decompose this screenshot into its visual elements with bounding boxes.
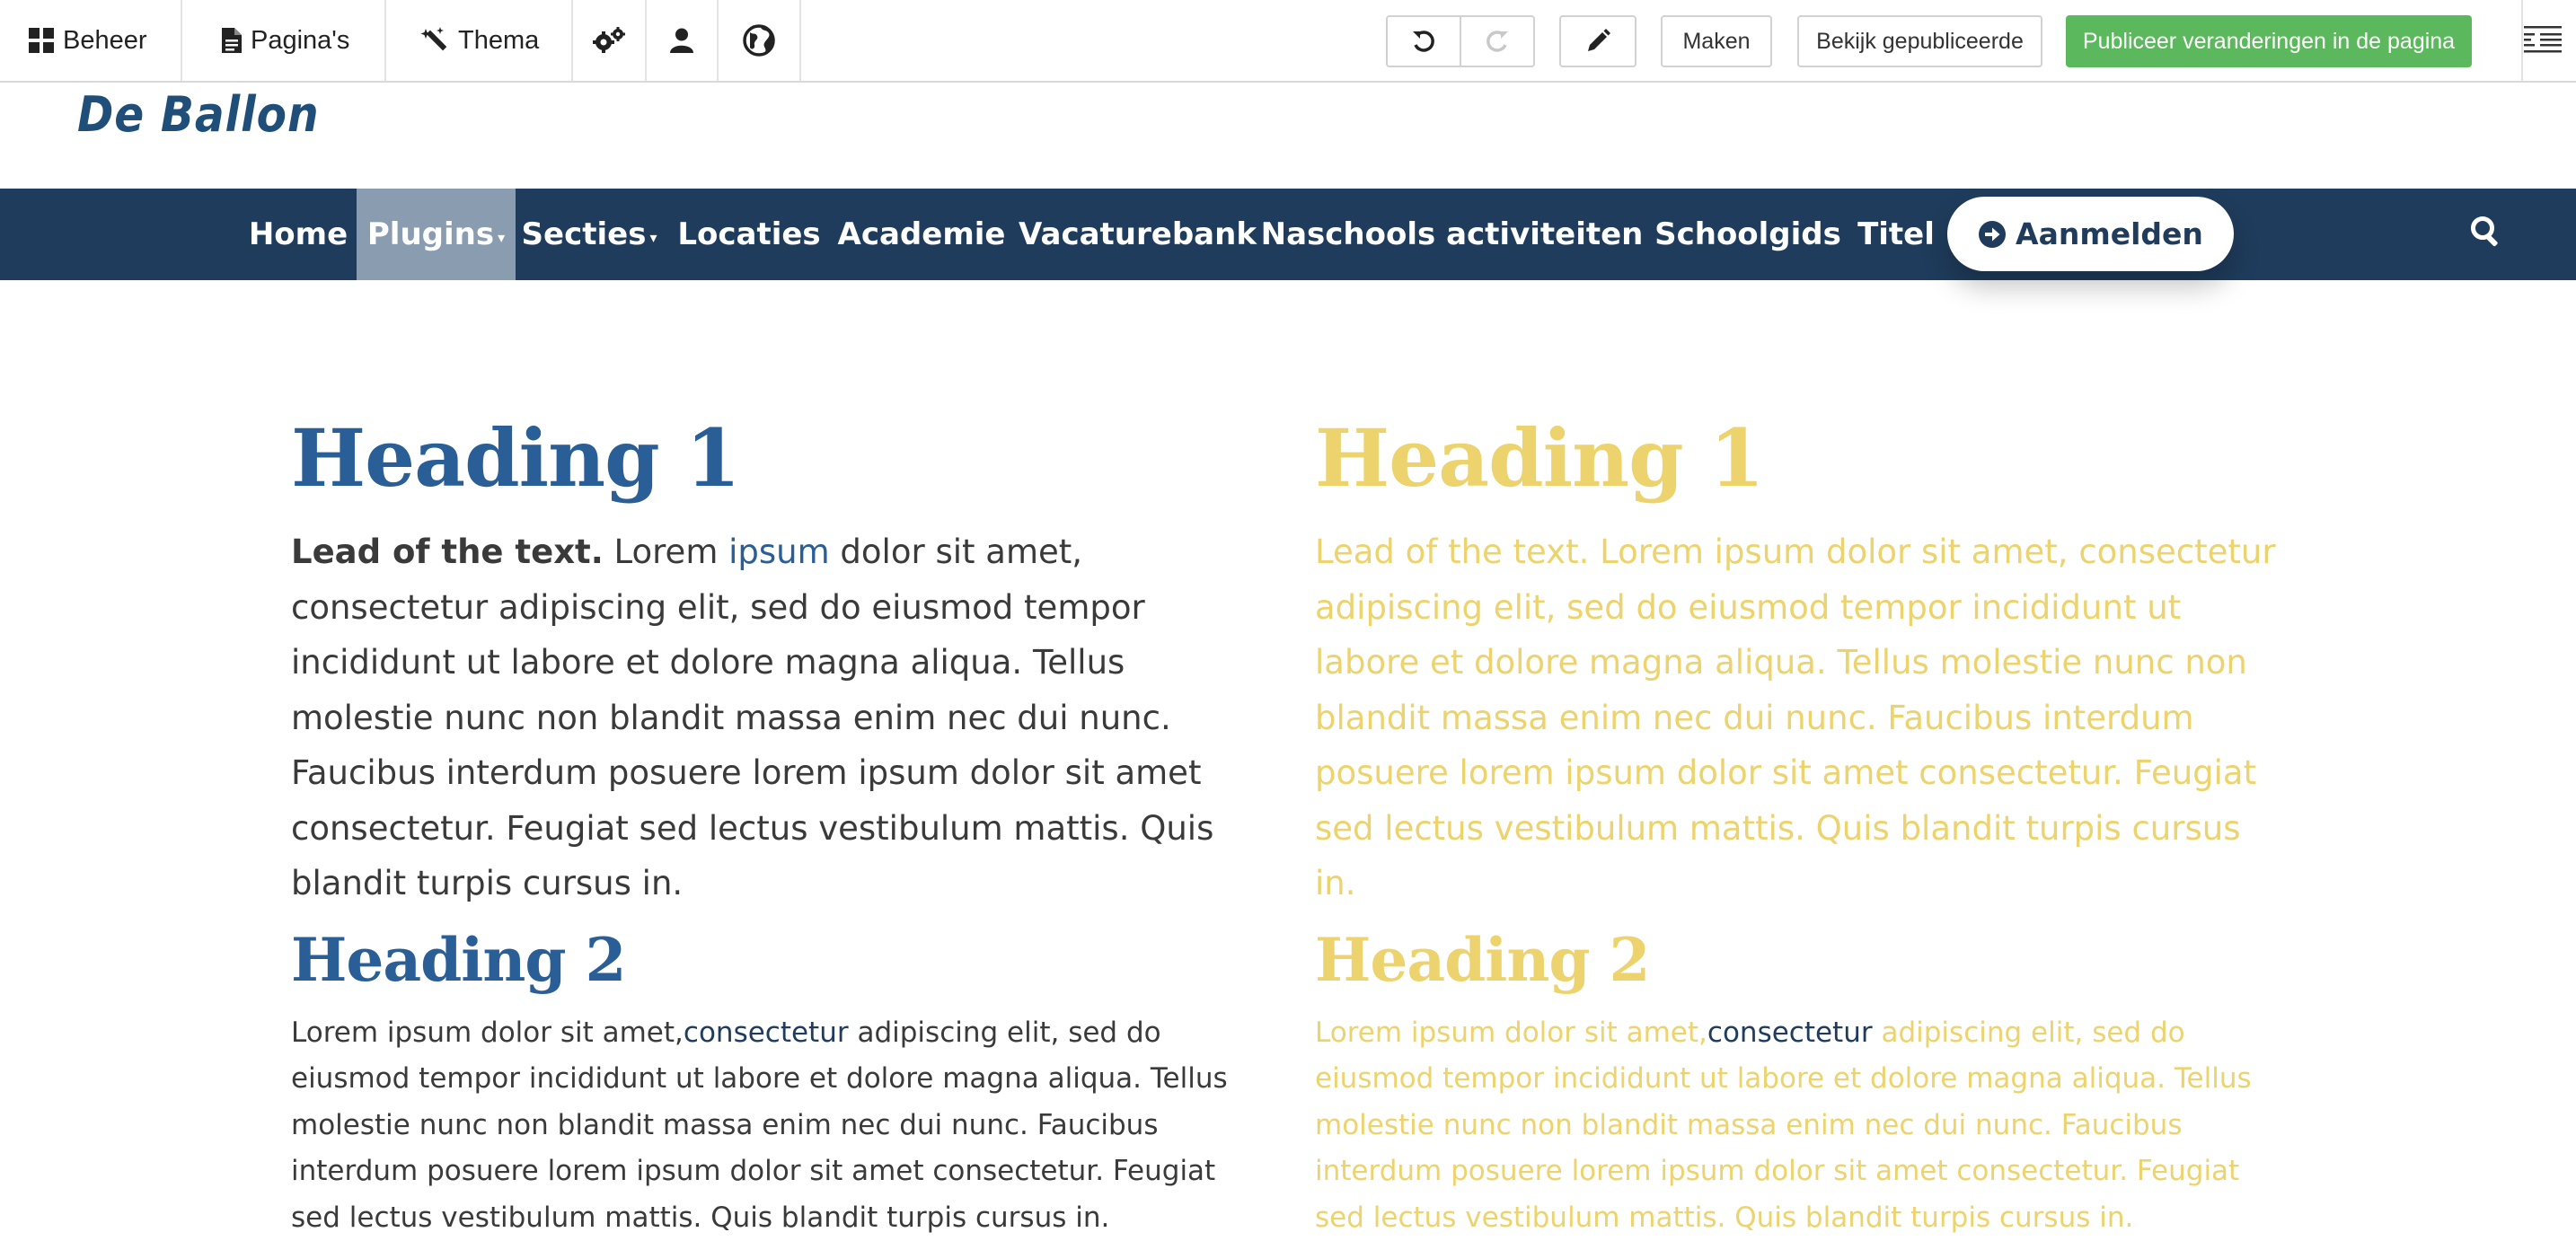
- nav-item-plugins[interactable]: [357, 189, 516, 280]
- create-button[interactable]: [1661, 15, 1772, 67]
- undo-icon: [1412, 30, 1435, 53]
- publish-changes-label: Publiceer veranderingen in de pagina: [2083, 29, 2455, 55]
- magic-wand-icon: [422, 27, 449, 54]
- nav-item-label: Titel: [1857, 216, 1935, 252]
- publish-changes-button[interactable]: [2066, 15, 2472, 67]
- lead-link[interactable]: ipsum: [728, 532, 830, 571]
- content-column-left: [291, 395, 1261, 1241]
- nav-item-titel[interactable]: [1852, 189, 1940, 280]
- chevron-down-icon: ▾: [649, 229, 657, 246]
- heading-1: Heading 1: [291, 395, 1261, 521]
- thema-label: Thema: [458, 26, 539, 56]
- site-logo[interactable]: De Ballon: [77, 86, 319, 143]
- cms-toolbar: [0, 0, 2576, 83]
- nav-item-label: Locaties: [677, 216, 820, 252]
- create-button-label: Maken: [1682, 29, 1750, 55]
- body-link[interactable]: consectetur: [684, 1017, 849, 1049]
- login-button[interactable]: [1947, 197, 2234, 271]
- paginas-button[interactable]: [182, 0, 386, 81]
- beheer-label: Beheer: [63, 26, 147, 56]
- content-column-right: [1315, 395, 2285, 1241]
- nav-item-label: Naschools activiteiten: [1261, 216, 1644, 252]
- thema-button[interactable]: [386, 0, 573, 81]
- redo-icon: [1486, 30, 1509, 53]
- heading-2: Heading 2: [1315, 915, 2285, 1005]
- nav-item-label: Secties: [522, 216, 647, 252]
- nav-item-label: Plugins: [367, 216, 494, 252]
- search-button[interactable]: [2470, 216, 2510, 255]
- lead-paragraph: [291, 524, 1261, 911]
- undo-button[interactable]: [1386, 15, 1461, 67]
- lead-paragraph: Lead of the text. Lorem ipsum dolor sit amet, consectetur adipiscing elit, sed do eiusmod tempor incididunt ut labore et dolore magna aliqua. Tellus molestie nunc non blandit massa enim nec dui nunc. Faucibus interdum posuere lorem ipsum dolor sit amet consectetur. Feugiat sed lectus vestibulum mattis. Quis blandit turpis cursus in.: [1315, 524, 2285, 911]
- body-text: adipiscing elit, sed do eiusmod tempor incididunt ut labore et dolore magna aliqua. Tellus molestie nunc non blandit massa enim nec dui nunc. Faucibus interdum posuere lorem ipsum dolor sit amet consectetur. Feugiat sed lectus vestibulum mattis. Quis blandit turpis cursus in.: [1315, 1017, 2252, 1234]
- nav-item-label: Vacaturebank: [1019, 216, 1257, 252]
- sidebar-toggle-icon: [2524, 24, 2562, 55]
- cms-toolbar-left: [0, 0, 801, 81]
- nav-item-label: Schoolgids: [1654, 216, 1841, 252]
- body-paragraph: [1315, 1010, 2294, 1241]
- toolbar-divider: [2521, 0, 2523, 81]
- heading-2: Heading 2: [291, 915, 1261, 1005]
- body-text: adipiscing elit, sed do eiusmod tempor incididunt ut labore et dolore magna aliqua. Tellus molestie nunc non blandit massa enim nec dui nunc. Faucibus interdum posuere lorem ipsum dolor sit amet consectetur. Feugiat sed lectus vestibulum mattis. Quis blandit turpis cursus in.: [291, 1017, 1228, 1234]
- globe-icon: [743, 24, 775, 57]
- edit-mode-button[interactable]: [1559, 15, 1636, 67]
- nav-item-academie[interactable]: [832, 189, 1011, 280]
- login-button-label: Aanmelden: [2016, 216, 2203, 251]
- lead-text: dolor sit amet, consectetur adipiscing elit, sed do eiusmod tempor incididunt ut labore et dolore magna aliqua. Tellus molestie nunc non blandit massa enim nec dui nunc. Faucibus interdum posuere lorem ipsum dolor sit amet consectetur. Feugiat sed lectus vestibulum mattis. Quis blandit turpis cursus in.: [291, 532, 1213, 902]
- nav-item-vacaturebank[interactable]: [1015, 189, 1260, 280]
- nav-item-secties[interactable]: [517, 189, 661, 280]
- redo-button[interactable]: [1460, 15, 1535, 67]
- circle-arrow-right-icon: [1978, 220, 2007, 249]
- lead-text: Lorem: [604, 532, 728, 571]
- heading-1: Heading 1: [1315, 395, 2285, 521]
- nav-item-label: Home: [249, 216, 348, 252]
- language-button[interactable]: [719, 0, 801, 81]
- pencil-icon: [1585, 29, 1610, 54]
- beheer-button[interactable]: [0, 0, 182, 81]
- lead-strong: Lead of the text.: [291, 532, 604, 571]
- body-text: Lorem ipsum dolor sit amet,: [1315, 1017, 1707, 1049]
- body-text: Lorem ipsum dolor sit amet,: [291, 1017, 684, 1049]
- panel-toggle-button[interactable]: [2524, 24, 2565, 58]
- plugins-button[interactable]: [573, 0, 647, 81]
- view-published-label: Bekijk gepubliceerde: [1816, 29, 2024, 55]
- nav-item-label: Academie: [838, 216, 1006, 252]
- nav-item-home[interactable]: [241, 189, 356, 280]
- paginas-label: Pagina's: [251, 26, 349, 56]
- gears-icon: [592, 27, 626, 54]
- chevron-down-icon: ▾: [498, 229, 505, 246]
- nav-item-naschools-activiteiten[interactable]: [1266, 189, 1637, 280]
- view-published-button[interactable]: [1797, 15, 2042, 67]
- page-icon: [222, 28, 242, 53]
- dashboard-grid-icon: [29, 28, 54, 53]
- search-icon: [2470, 216, 2502, 248]
- nav-item-locaties[interactable]: [669, 189, 829, 280]
- user-icon: [670, 28, 693, 53]
- nav-item-schoolgids[interactable]: [1653, 189, 1843, 280]
- body-paragraph: [291, 1010, 1270, 1241]
- account-button[interactable]: [647, 0, 719, 81]
- body-link[interactable]: consectetur: [1707, 1017, 1873, 1049]
